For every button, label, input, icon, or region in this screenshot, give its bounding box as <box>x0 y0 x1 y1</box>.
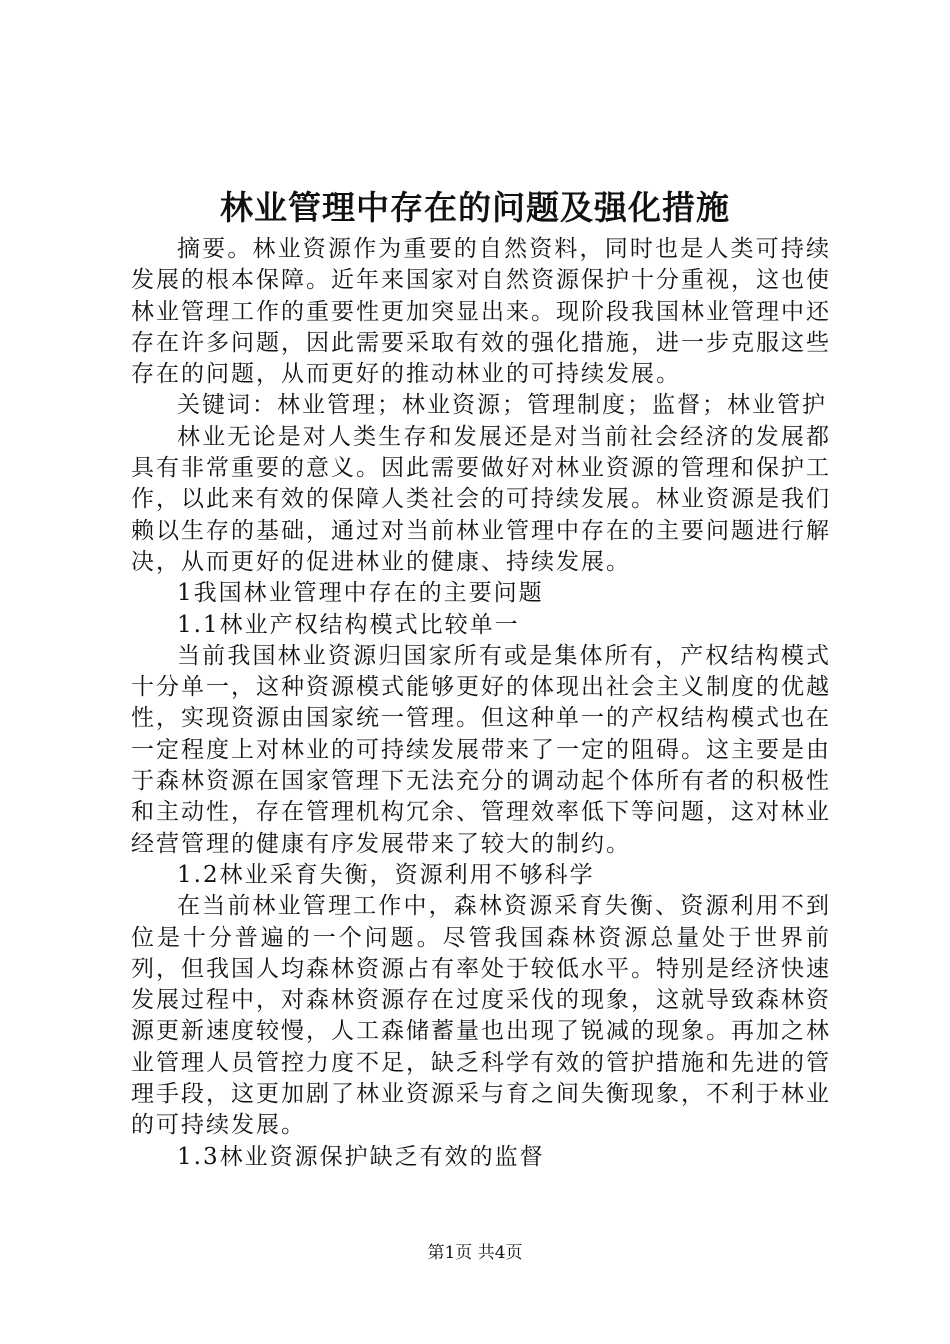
subsection-heading-1-3: 1.3林业资源保护缺乏有效的监督 <box>177 1143 545 1170</box>
abstract-paragraph: 摘要。林业资源作为重要的自然资料，同时也是人类可持续发展的根本保障。近年来国家对自然资源保护十分重视，这也使林业管理工作的重要性更加突显出来。现阶段我国林业管理中还存在许多问题，因此需要采取有效的强化措施，进一步克服这些存在的问题，从而更好的推动林业的可持续发展。 <box>131 236 831 388</box>
subsection-heading-1-2: 1.2林业采育失衡，资源利用不够科学 <box>177 861 595 888</box>
page-footer <box>0 1241 950 1265</box>
body-paragraph: 在当前林业管理工作中，森林资源采育失衡、资源利用不到位是十分普遍的一个问题。尽管我国森林资源总量处于世界前列，但我国人均森林资源占有率处于较低水平。特别是经济快速发展过程中，对森林资源存在过度采伐的现象，这就导致森林资源更新速度较慢，人工森储蓄量也出现了锐减的现象。再加之林业管理人员管控力度不足，缺乏科学有效的管护措施和先进的管理手段，这更加剧了林业资源采与育之间失衡现象，不利于林业的可持续发展。 <box>131 893 831 1139</box>
page-number: 第1页 共4页 <box>427 1243 523 1263</box>
body-paragraph: 当前我国林业资源归国家所有或是集体所有，产权结构模式十分单一，这种资源模式能够更好的体现出社会主义制度的优越性，实现资源由国家统一管理。但这种单一的产权结构模式也在一定程度上对林业的可持续发展带来了一定的阻碍。这主要是由于森林资源在国家管理下无法充分的调动起个体所有者的积极性和主动性，存在管理机构冗余、管理效率低下等问题，这对林业经营管理的健康有序发展带来了较大的制约。 <box>131 642 831 857</box>
section-heading-1: 1我国林业管理中存在的主要问题 <box>177 580 544 607</box>
document-title: 林业管理中存在的问题及强化措施 <box>220 188 730 227</box>
intro-paragraph: 林业无论是对人类生存和发展还是对当前社会经济的发展都具有非常重要的意义。因此需要做好对林业资源的管理和保护工作，以此来有效的保障人类社会的可持续发展。林业资源是我们赖以生存的基础，通过对当前林业管理中存在的主要问题进行解决，从而更好的促进林业的健康、持续发展。 <box>131 423 831 575</box>
keywords-paragraph: 关键词：林业管理；林业资源；管理制度；监督；林业管护 <box>177 392 827 419</box>
subsection-heading-1-1: 1.1林业产权结构模式比较单一 <box>177 611 520 638</box>
document-body <box>131 234 831 1173</box>
